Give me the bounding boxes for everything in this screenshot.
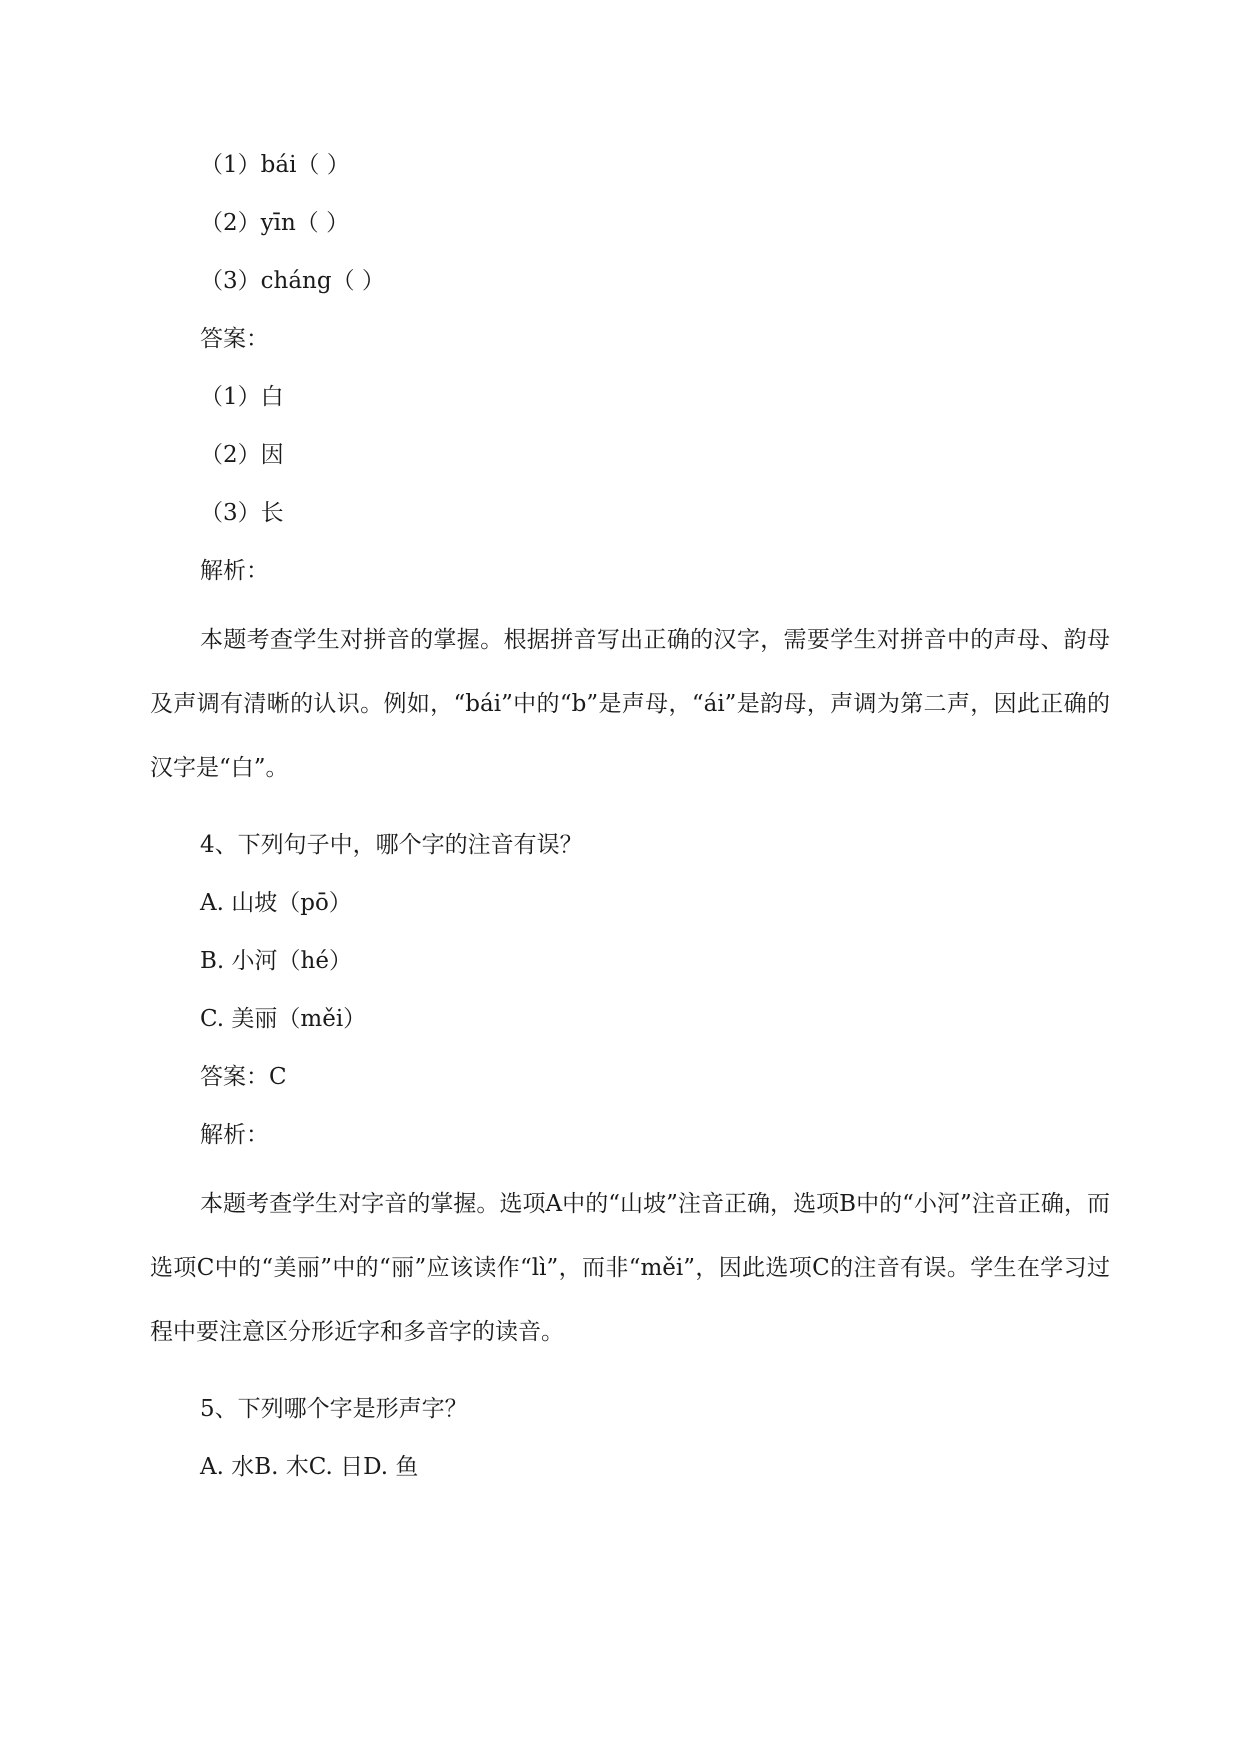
q3-analysis-text: 本题考查学生对拼音的掌握。根据拼音写出正确的汉字，需要学生对拼音中的声母、韵母及声调有清晰的认识。例如，“bái”中的“b”是声母，“ái”是韵母，声调为第二声，因此正确的汉字是“白”。: [150, 627, 1110, 781]
q4-option-c: C. 美丽（měi）: [200, 1006, 367, 1032]
q5-options: A. 水B. 木C. 日D. 鱼: [200, 1454, 419, 1480]
q3-analysis-label: 解析：: [200, 558, 269, 584]
q3-item-3: （3）cháng（ ）: [200, 268, 385, 294]
q4-option-a: A. 山坡（pō）: [200, 890, 352, 916]
q3-answer-label: 答案：: [200, 326, 269, 352]
q5-question: 5、下列哪个字是形声字？: [200, 1396, 468, 1422]
q4-analysis-text: 本题考查学生对字音的掌握。选项A中的“山坡”注音正确，选项B中的“小河”注音正确，而选项C中的“美丽”中的“丽”应该读作“lì”，而非“měi”，因此选项C的注音有误。学生在学习过程中要注意区分形近字和多音字的读音。: [150, 1191, 1110, 1345]
q3-item-1: （1）bái（ ）: [200, 152, 350, 178]
q3-answer-3: （3）长: [200, 500, 284, 526]
q4-question: 4、下列句子中，哪个字的注音有误？: [200, 832, 583, 858]
q3-answer-1: （1）白: [200, 384, 284, 410]
q4-option-b: B. 小河（hé）: [200, 948, 352, 974]
q3-answer-2: （2）因: [200, 442, 284, 468]
q4-answer: 答案：C: [200, 1064, 287, 1090]
q4-analysis-label: 解析：: [200, 1122, 269, 1148]
q3-item-2: （2）yīn（ ）: [200, 210, 350, 236]
